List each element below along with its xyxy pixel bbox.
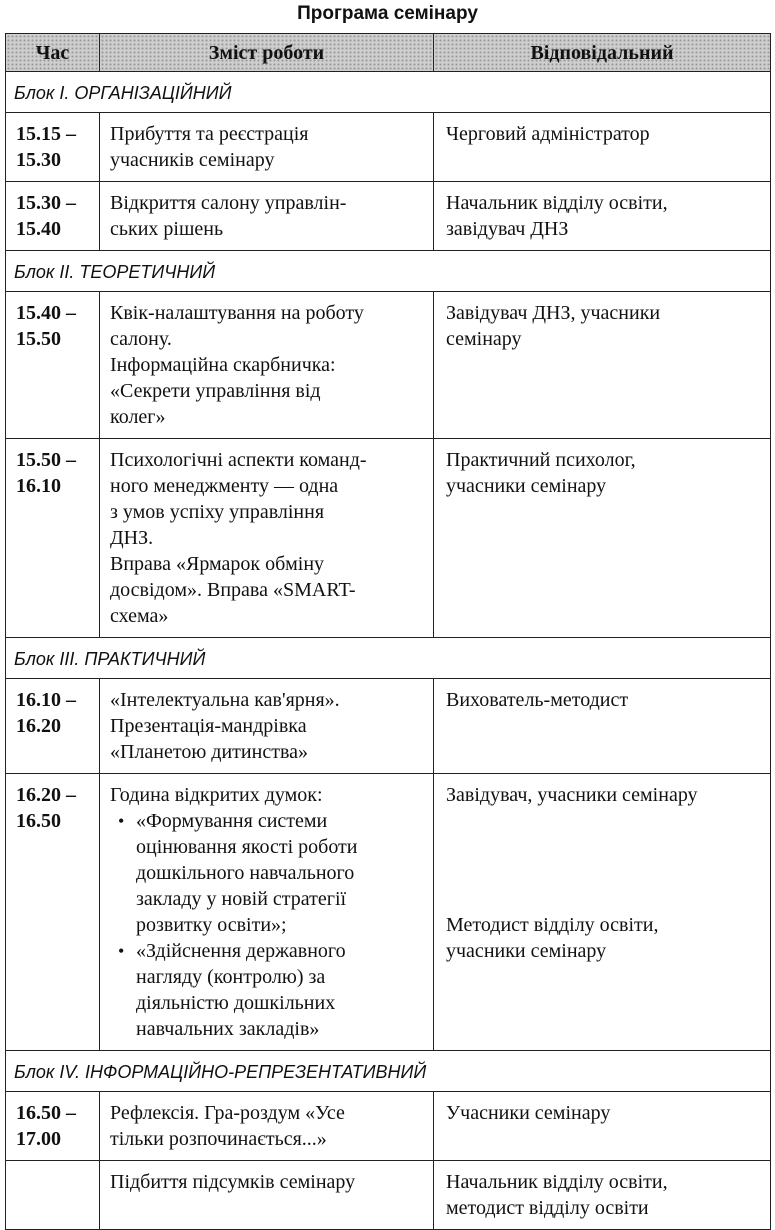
time-line: 15.50 –	[16, 449, 76, 471]
time-line: 15.40	[16, 218, 61, 240]
content-line: тільки розпочинається...»	[110, 1128, 327, 1150]
content-line: досвідом». Вправа «SMART-	[110, 579, 356, 601]
content-line: Підбиття підсумків семінару	[110, 1171, 356, 1193]
table-row	[6, 439, 771, 638]
content-line: Відкриття салону управлін-	[110, 192, 347, 214]
content-line: Психологічні аспекти команд-	[110, 449, 367, 471]
content-line: салону.	[110, 328, 172, 350]
bullet-line: розвитку освіти»;	[136, 914, 287, 936]
time-line: 16.20	[16, 715, 61, 737]
content-line: ного менеджменту — одна	[110, 475, 339, 497]
time-line: 16.50 –	[16, 1102, 76, 1124]
time-cell	[6, 292, 100, 439]
content-cell	[100, 1092, 434, 1161]
block-row	[6, 638, 771, 679]
content-line: учасників семінару	[110, 149, 275, 171]
time-line: 17.00	[16, 1128, 61, 1150]
content-line: ських рішень	[110, 218, 224, 240]
content-line: Презентація-мандрівка	[110, 715, 307, 737]
content-line: Рефлексія. Гра-роздум «Усе	[110, 1102, 345, 1124]
content-cell	[100, 113, 434, 182]
list-item	[110, 808, 427, 938]
time-cell	[6, 679, 100, 774]
block-label: Блок ІІІ. ПРАКТИЧНИЙ	[6, 638, 771, 679]
page-title: Програма семінару	[297, 3, 478, 24]
responsible-cell	[434, 1161, 771, 1230]
block-label: Блок І. ОРГАНІЗАЦІЙНИЙ	[6, 72, 771, 113]
responsible-line: учасники семінару	[446, 940, 607, 962]
content-line: з умов успіху управління	[110, 501, 325, 523]
content-line: «Секрети управління від	[110, 380, 321, 402]
header-responsible: Відповідальний	[434, 34, 771, 72]
content-line: колег»	[110, 406, 166, 428]
content-line: «Планетою дитинства»	[110, 741, 308, 763]
seminar-program-table	[5, 33, 771, 1230]
time-cell	[6, 113, 100, 182]
spacer	[446, 808, 764, 912]
bullet-line: «Формування системи	[136, 810, 328, 832]
bullet-line: закладу у новій стратегії	[136, 888, 347, 910]
time-cell	[6, 774, 100, 1051]
bullet-icon: •	[118, 941, 125, 961]
time-line: 16.50	[16, 810, 61, 832]
block-row	[6, 1051, 771, 1092]
content-line: Прибуття та реєстрація	[110, 123, 309, 145]
bullet-line: «Здійснення державного	[136, 940, 346, 962]
content-cell	[100, 182, 434, 251]
header-content: Зміст роботи	[100, 34, 434, 72]
responsible-cell	[434, 113, 771, 182]
content-cell	[100, 774, 434, 1051]
content-line: схема»	[110, 605, 169, 627]
time-line: 15.50	[16, 328, 61, 350]
content-cell	[100, 439, 434, 638]
responsible-line: Черговий адміністратор	[446, 123, 650, 145]
block-row	[6, 251, 771, 292]
time-line: 15.40 –	[16, 302, 76, 324]
list-item	[110, 938, 427, 1042]
bullet-line: оцінювання якості роботи	[136, 836, 358, 858]
responsible-cell	[434, 292, 771, 439]
time-cell	[6, 1092, 100, 1161]
responsible-line: Методист відділу освіти,	[446, 914, 659, 936]
table-row	[6, 292, 771, 439]
block-row	[6, 72, 771, 113]
responsible-line: Учасники семінару	[446, 1102, 611, 1124]
time-line: 16.20 –	[16, 784, 76, 806]
bullet-icon: •	[118, 811, 125, 831]
time-line: 16.10	[16, 475, 61, 497]
bullet-line: дошкільного навчального	[136, 862, 355, 884]
responsible-cell	[434, 774, 771, 1051]
responsible-cell	[434, 182, 771, 251]
bullet-list	[110, 808, 427, 1042]
content-line: Вправа «Ярмарок обміну	[110, 553, 325, 575]
responsible-line: Начальник відділу освіти,	[446, 192, 668, 214]
bullet-line: діяльністю дошкільних	[136, 992, 336, 1014]
responsible-line: семінару	[446, 328, 522, 350]
time-cell	[6, 1161, 100, 1230]
responsible-cell	[434, 1092, 771, 1161]
content-intro: Година відкритих думок:	[110, 784, 323, 806]
content-line: Квік-налаштування на роботу	[110, 302, 364, 324]
responsible-line: методист відділу освіти	[446, 1197, 649, 1219]
bullet-line: нагляду (контролю) за	[136, 966, 326, 988]
responsible-cell	[434, 679, 771, 774]
content-line: ДНЗ.	[110, 527, 154, 549]
time-cell	[6, 182, 100, 251]
table-row	[6, 679, 771, 774]
table-row	[6, 1161, 771, 1230]
responsible-line: Практичний психолог,	[446, 449, 636, 471]
content-cell	[100, 292, 434, 439]
content-line: «Інтелектуальна кав'ярня».	[110, 689, 340, 711]
bullet-line: навчальних закладів»	[136, 1018, 320, 1040]
time-line: 15.15 –	[16, 123, 76, 145]
content-line: Інформаційна скарбничка:	[110, 354, 336, 376]
responsible-line: Начальник відділу освіти,	[446, 1171, 668, 1193]
time-line: 15.30	[16, 149, 61, 171]
table-row	[6, 774, 771, 1051]
responsible-line: Завідувач, учасники семінару	[446, 784, 698, 806]
table-row	[6, 113, 771, 182]
table-header-row	[6, 34, 771, 72]
responsible-cell	[434, 439, 771, 638]
block-label: Блок ІІ. ТЕОРЕТИЧНИЙ	[6, 251, 771, 292]
content-cell	[100, 679, 434, 774]
time-cell	[6, 439, 100, 638]
table-row	[6, 182, 771, 251]
content-cell	[100, 1161, 434, 1230]
block-label: Блок IV. ІНФОРМАЦІЙНО-РЕПРЕЗЕНТАТИВНИЙ	[6, 1051, 771, 1092]
responsible-line: Вихователь-методист	[446, 689, 629, 711]
table-row	[6, 1092, 771, 1161]
time-line: 16.10 –	[16, 689, 76, 711]
responsible-line: завідувач ДНЗ	[446, 218, 569, 240]
header-time: Час	[6, 34, 100, 72]
responsible-line: учасники семінару	[446, 475, 607, 497]
responsible-line: Завідувач ДНЗ, учасники	[446, 302, 661, 324]
time-line: 15.30 –	[16, 192, 76, 214]
